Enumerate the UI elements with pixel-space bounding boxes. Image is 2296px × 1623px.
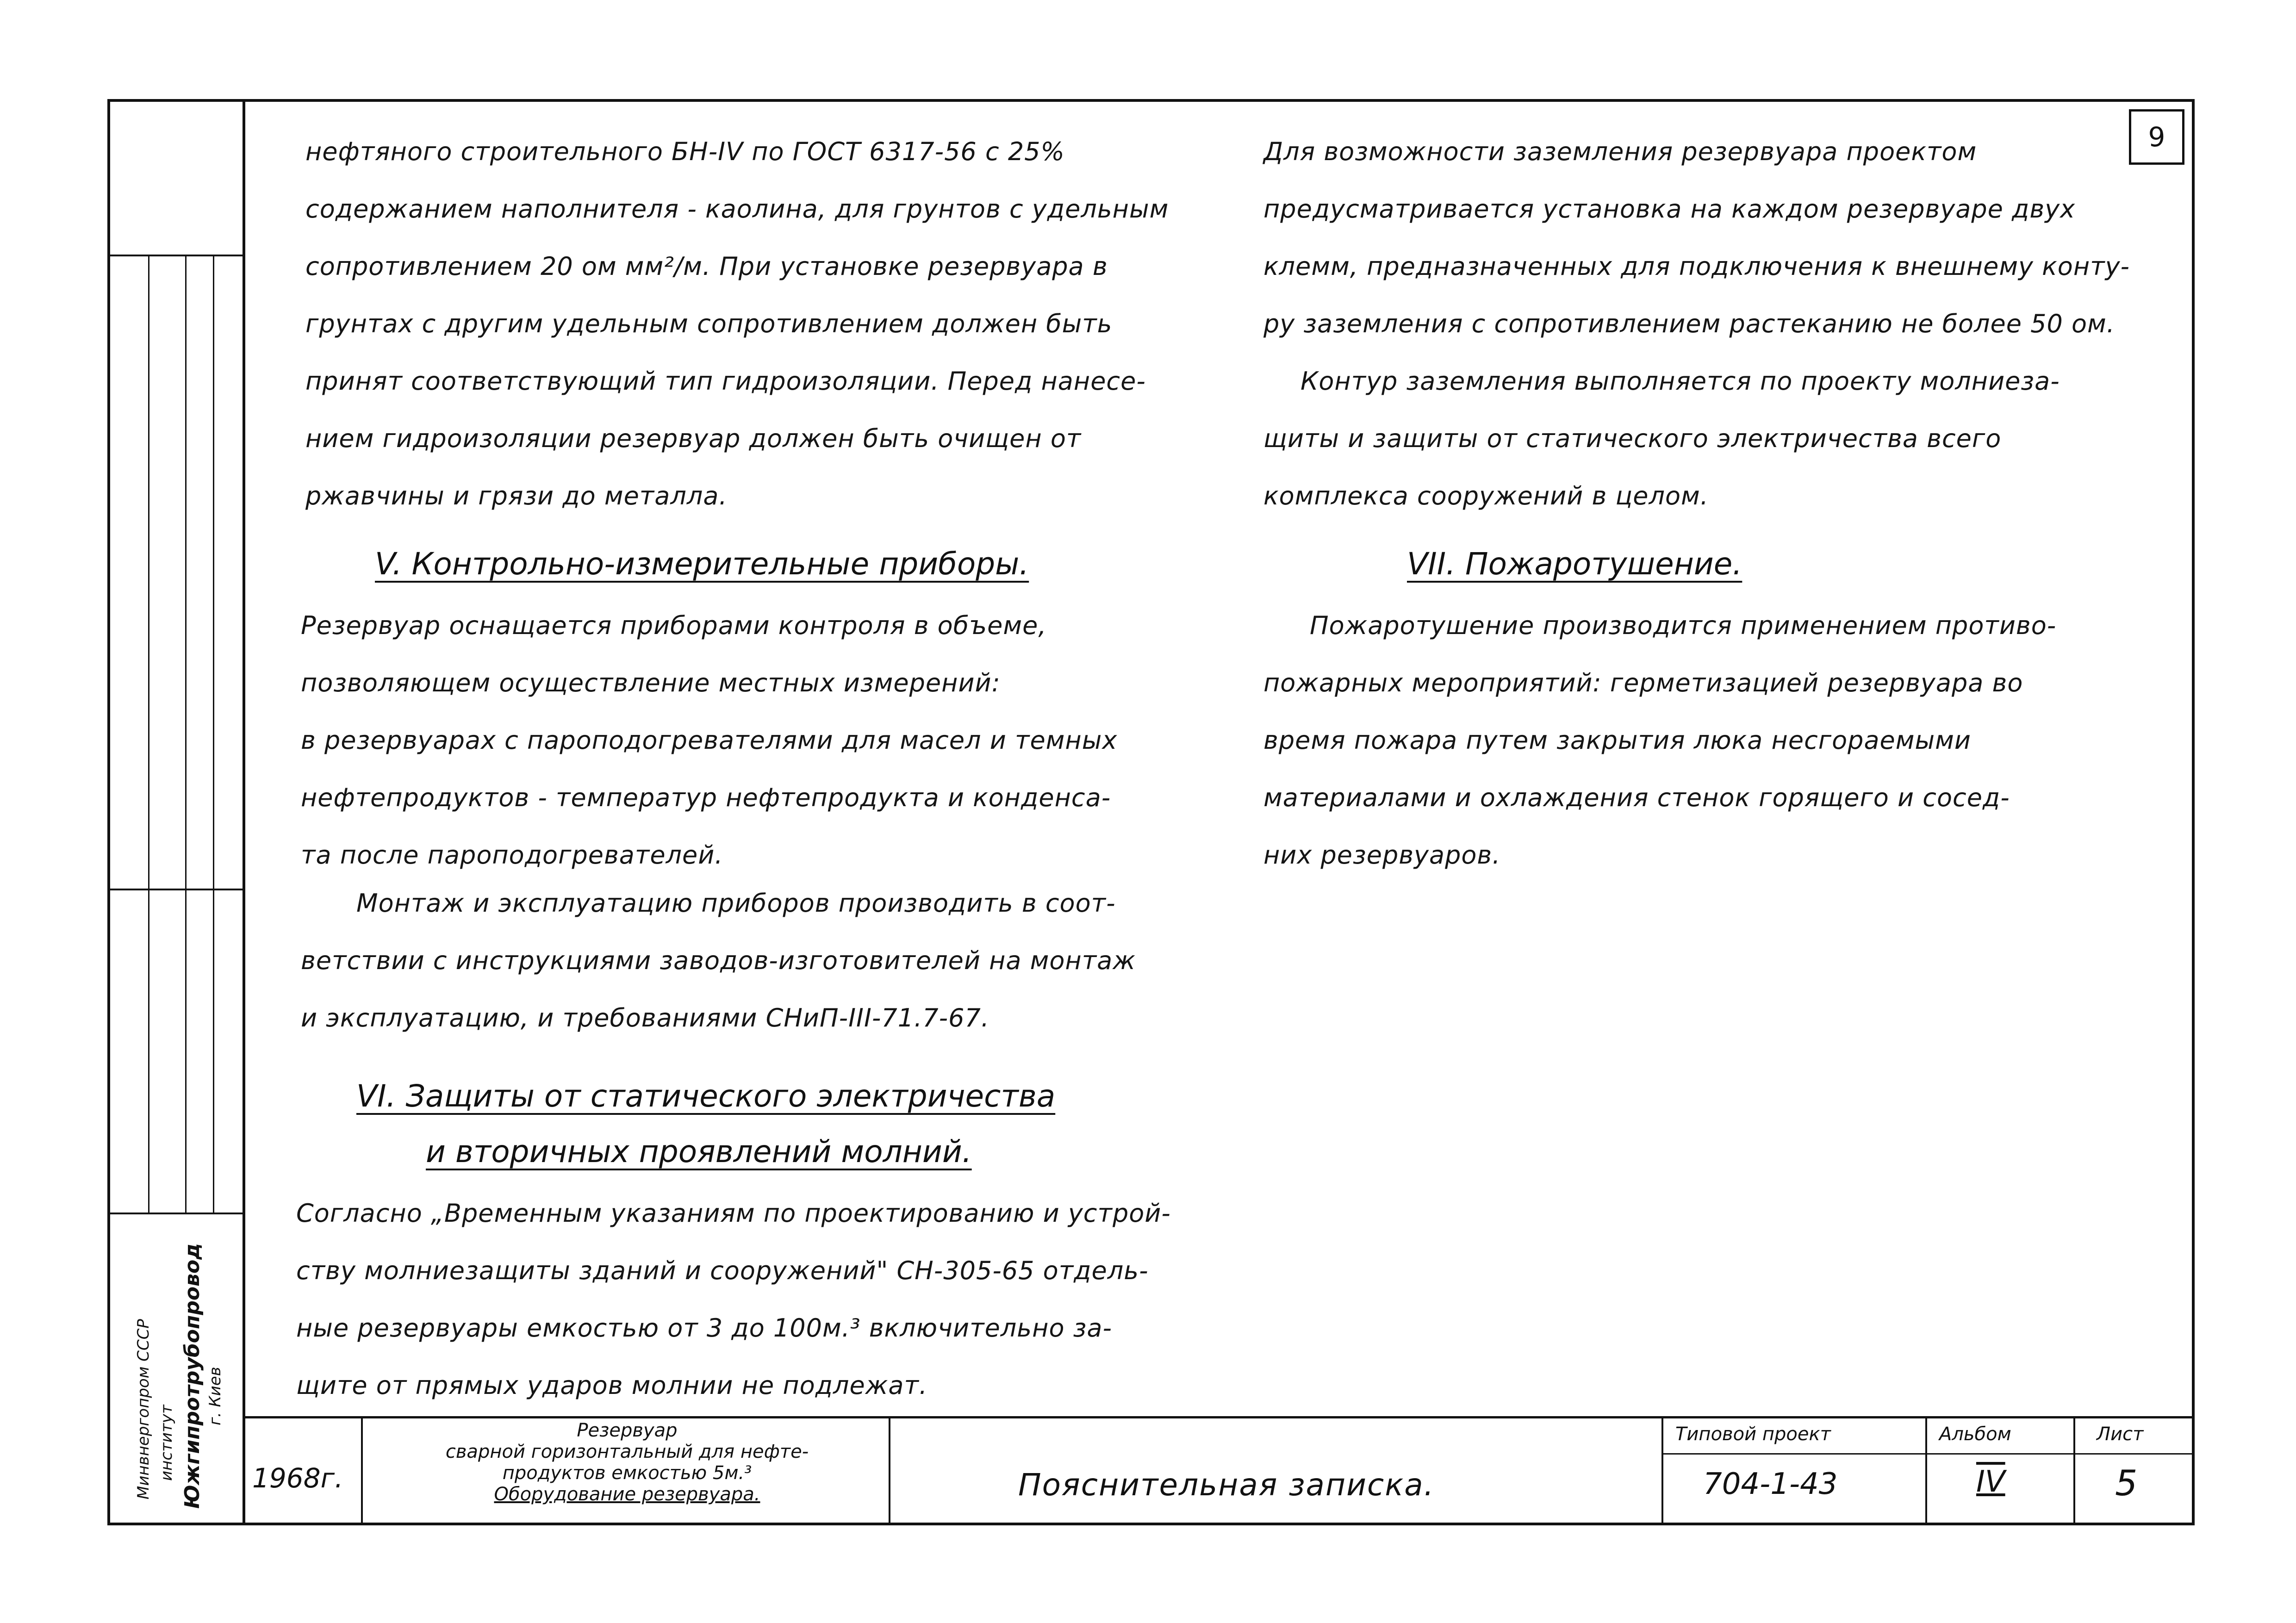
- text-line: содержанием наполнителя - каолина, для грунтов с удельным: [305, 194, 1169, 224]
- margin-divider: [107, 889, 243, 890]
- text-line: комплекса сооружений в целом.: [1263, 481, 1709, 510]
- title-block-divider: [1661, 1416, 1663, 1525]
- right-paragraph-grounding: [1263, 123, 2130, 353]
- frame-right-border: [2192, 99, 2195, 1525]
- text-line: время пожара путем закрытия люка несгораемыми: [1263, 726, 1971, 755]
- text-line: принят соответствующий тип гидроизоляции. Перед нанесе-: [305, 367, 1146, 396]
- text-line: и эксплуатацию, и требованиями СНиП-III-71.7-67.: [301, 1003, 989, 1032]
- text-line: предусматривается установка на каждом резервуаре двух: [1263, 194, 2076, 224]
- page-number: 9: [2129, 109, 2184, 165]
- text-line: позволяющем осуществление местных измерений:: [301, 668, 1001, 697]
- title-block-divider: [889, 1416, 890, 1525]
- text-line: ру заземления с сопротивлением растеканию не более 50 ом.: [1263, 309, 2115, 338]
- sheet-number: 5: [2115, 1462, 2138, 1504]
- stamp-ministry: Минвнергопром СССР: [134, 1319, 153, 1499]
- frame-bottom-border: [107, 1523, 2195, 1525]
- stamp-organization: Южгипротрубопровод: [180, 1243, 204, 1509]
- margin-divider: [185, 255, 187, 1213]
- stamp-city: г. Киев: [206, 1367, 224, 1425]
- text-line: нефтепродуктов - температур нефтепродукта и конденса-: [301, 783, 1111, 812]
- text-line: клемм, предназначенных для подключения к внешнему конту-: [1263, 252, 2130, 281]
- text-line: Контур заземления выполняется по проекту молниеза-: [1300, 367, 2060, 396]
- project-label: Типовой проект: [1675, 1424, 1831, 1445]
- left-paragraph-instruments: [301, 597, 1117, 884]
- frame-left-border: [107, 99, 110, 1525]
- section-heading-static-protection-line2: и вторичных проявлений молний.: [426, 1134, 972, 1169]
- margin-divider: [148, 255, 149, 1213]
- document-title: Пояснительная записка.: [1018, 1467, 1435, 1503]
- left-paragraph-lightning: [296, 1185, 1171, 1414]
- text-line: ству молниезащиты зданий и сооружений" СН-305-65 отдель-: [296, 1256, 1149, 1285]
- left-paragraph-hydro-insulation: [305, 123, 1169, 525]
- object-line: Оборудование резервуара.: [494, 1484, 760, 1505]
- margin-divider: [107, 1213, 243, 1214]
- margin-divider: [213, 255, 214, 1213]
- title-block-divider: [1661, 1453, 2194, 1455]
- text-line: Пожаротушение производится применением противо-: [1310, 611, 2057, 640]
- title-block-year: 1968г.: [252, 1462, 343, 1494]
- frame-top-border: [107, 99, 2195, 102]
- margin-divider: [107, 255, 243, 256]
- text-line: ные резервуары емкостью от 3 до 100м.³ включительно за-: [296, 1313, 1112, 1343]
- text-line: пожарных мероприятий: герметизацией резервуара во: [1263, 668, 2023, 697]
- title-block-top-border: [243, 1416, 2195, 1418]
- section-heading-fire-fighting: VII. Пожаротушение.: [1407, 546, 1742, 582]
- album-number: IV: [1976, 1465, 2005, 1499]
- sheet-label: Лист: [2097, 1424, 2144, 1445]
- text-line: Монтаж и эксплуатацию приборов производить в соот-: [356, 889, 1116, 918]
- frame-inner-left-border: [243, 99, 245, 1525]
- section-heading-static-protection: VI. Защиты от статического электричества: [356, 1078, 1056, 1114]
- text-line: материалами и охлаждения стенок горящего и сосед-: [1263, 783, 2010, 812]
- right-paragraph-ground-contour: [1263, 353, 2060, 525]
- text-line: ветствии с инструкциями заводов-изготовителей на монтаж: [301, 946, 1136, 975]
- right-paragraph-fire-fighting: [1263, 597, 2056, 884]
- text-line: та после пароподогревателей.: [301, 840, 723, 870]
- title-block-divider: [361, 1416, 363, 1525]
- section-heading-instruments: V. Контрольно-измерительные приборы.: [375, 546, 1029, 582]
- project-number: 704-1-43: [1703, 1467, 1838, 1501]
- object-line: сварной горизонтальный для нефте-: [445, 1441, 809, 1462]
- text-line: грунтах с другим удельным сопротивлением должен быть: [305, 309, 1113, 338]
- text-line: нефтяного строительного БН-IV по ГОСТ 6317-56 с 25%: [305, 137, 1065, 166]
- text-line: сопротивлением 20 ом мм²/м. При установке резервуара в: [305, 252, 1108, 281]
- title-block-divider: [2073, 1416, 2075, 1525]
- text-line: в резервуарах с пароподогревателями для масел и темных: [301, 726, 1118, 755]
- album-label: Альбом: [1939, 1424, 2011, 1445]
- title-block-divider: [1925, 1416, 1927, 1525]
- text-line: Для возможности заземления резервуара проектом: [1263, 137, 1977, 166]
- stamp-institute: институт: [157, 1405, 176, 1481]
- left-paragraph-installation: [301, 875, 1136, 1047]
- object-line: продуктов емкостью 5м.³: [502, 1462, 752, 1484]
- text-line: Согласно „Временным указаниям по проектированию и устрой-: [296, 1199, 1171, 1228]
- title-block-object-name: [370, 1420, 884, 1505]
- text-line: нием гидроизоляции резервуар должен быть очищен от: [305, 424, 1082, 453]
- text-line: ржавчины и грязи до металла.: [305, 481, 728, 510]
- text-line: них резервуаров.: [1263, 840, 1501, 870]
- text-line: Резервуар оснащается приборами контроля в объеме,: [301, 611, 1047, 640]
- text-line: щиты и защиты от статического электричества всего: [1263, 424, 2002, 453]
- text-line: щите от прямых ударов молнии не подлежат.: [296, 1371, 928, 1400]
- object-line: Резервуар: [577, 1420, 678, 1441]
- organization-stamp: [134, 1222, 241, 1518]
